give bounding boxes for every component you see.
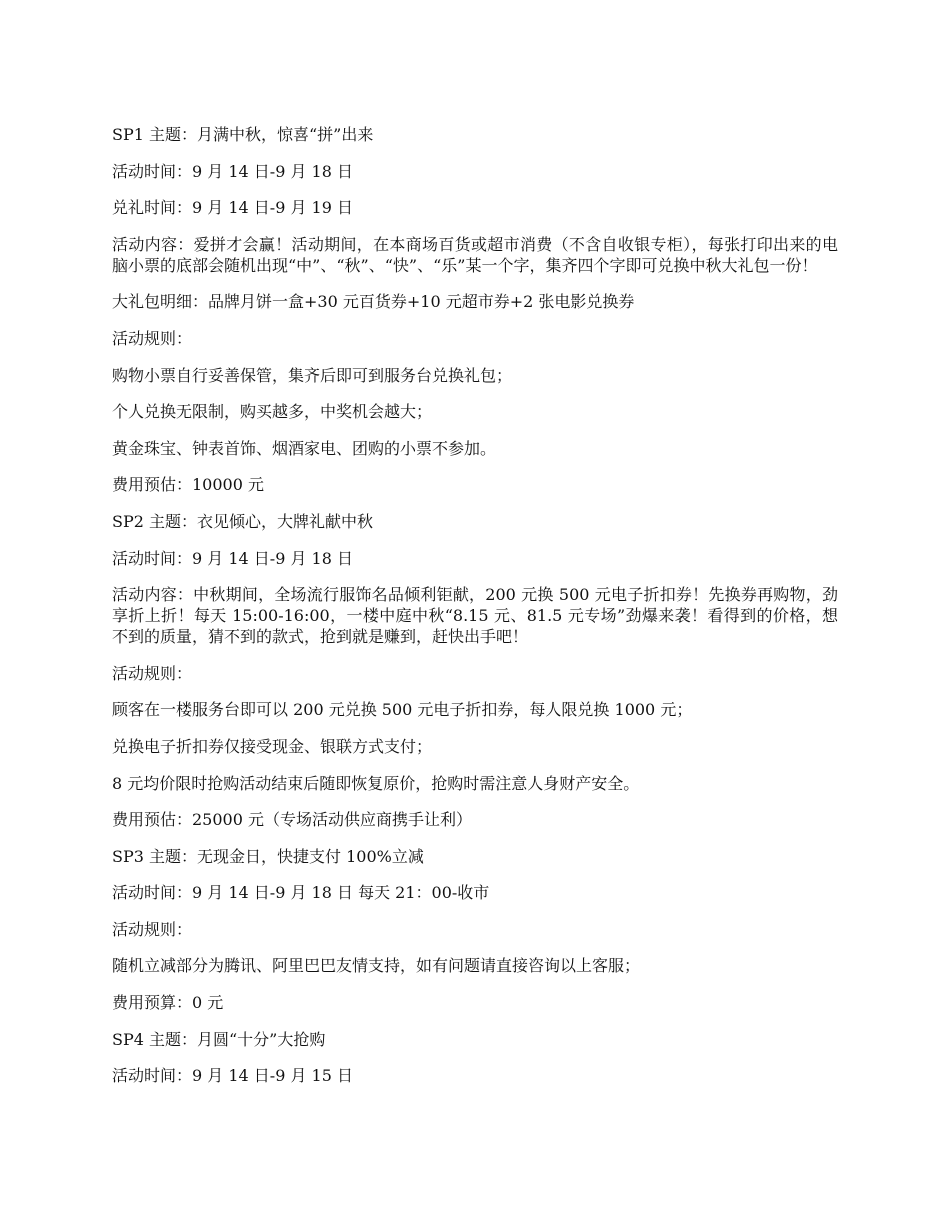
sp1-rule-2: 个人兑换无限制，购买越多，中奖机会越大； xyxy=(112,402,433,422)
sp2-rules-heading: 活动规则： xyxy=(112,663,193,683)
sp4-activity-time: 活动时间：9 月 14 日-9 月 15 日 xyxy=(112,1066,354,1086)
sp1-activity-content: 活动内容：爱拼才会赢！活动期间，在本商场百货或超市消费（不含自收银专柜），每张打印出来的电脑小票的底部会随机出现“中”、“秋”、“快”、“乐”某一个字，集齐四个字即可兑换中秋大礼包一份！ xyxy=(112,234,838,275)
document-body xyxy=(112,124,838,1102)
sp2-rule-2: 兑换电子折扣券仅接受现金、银联方式支付； xyxy=(112,736,433,756)
sp3-title: SP3 主题：无现金日，快捷支付 100%立减 xyxy=(112,846,424,866)
sp2-title: SP2 主题：衣见倾心，大牌礼献中秋 xyxy=(112,511,373,531)
sp3-rule-1: 随机立减部分为腾讯、阿里巴巴友情支持，如有问题请直接咨询以上客服； xyxy=(112,956,641,976)
sp2-activity-content: 活动内容：中秋期间，全场流行服饰名品倾利钜献，200 元换 500 元电子折扣券！先换券再购物，劲享折上折！每天 15:00-16:00，一楼中庭中秋“8.15 元、81.5 元专场”劲爆来袭！看得到的价格，想不到的质量，猜不到的款式，抢到就是赚到，赶快出手吧！ xyxy=(112,585,838,647)
sp2-rule-3: 8 元均价限时抢购活动结束后随即恢复原价，抢购时需注意人身财产安全。 xyxy=(112,773,640,793)
sp1-cost-estimate: 费用预估：10000 元 xyxy=(112,475,264,495)
sp2-rule-1: 顾客在一楼服务台即可以 200 元兑换 500 元电子折扣券，每人限兑换 1000 元； xyxy=(112,700,693,720)
sp2-cost-estimate: 费用预估：25000 元（专场活动供应商携手让利） xyxy=(112,810,472,830)
sp3-cost-budget: 费用预算：0 元 xyxy=(112,993,224,1013)
sp1-gift-pack-details: 大礼包明细：品牌月饼一盒+30 元百货券+10 元超市券+2 张电影兑换券 xyxy=(112,292,635,312)
sp4-title: SP4 主题：月圆“十分”大抢购 xyxy=(112,1029,326,1049)
sp1-rules-heading: 活动规则： xyxy=(112,328,193,348)
sp1-rule-1: 购物小票自行妥善保管，集齐后即可到服务台兑换礼包； xyxy=(112,365,513,385)
sp3-activity-time: 活动时间：9 月 14 日-9 月 18 日 每天 21：00-收市 xyxy=(112,883,490,903)
sp3-rules-heading: 活动规则： xyxy=(112,919,193,939)
sp2-activity-time: 活动时间：9 月 14 日-9 月 18 日 xyxy=(112,548,354,568)
sp1-redeem-time: 兑礼时间：9 月 14 日-9 月 19 日 xyxy=(112,198,354,218)
sp1-activity-time: 活动时间：9 月 14 日-9 月 18 日 xyxy=(112,161,354,181)
sp1-title: SP1 主题：月满中秋，惊喜“拼”出来 xyxy=(112,125,374,144)
sp1-rule-3: 黄金珠宝、钟表首饰、烟酒家电、团购的小票不参加。 xyxy=(112,438,497,458)
